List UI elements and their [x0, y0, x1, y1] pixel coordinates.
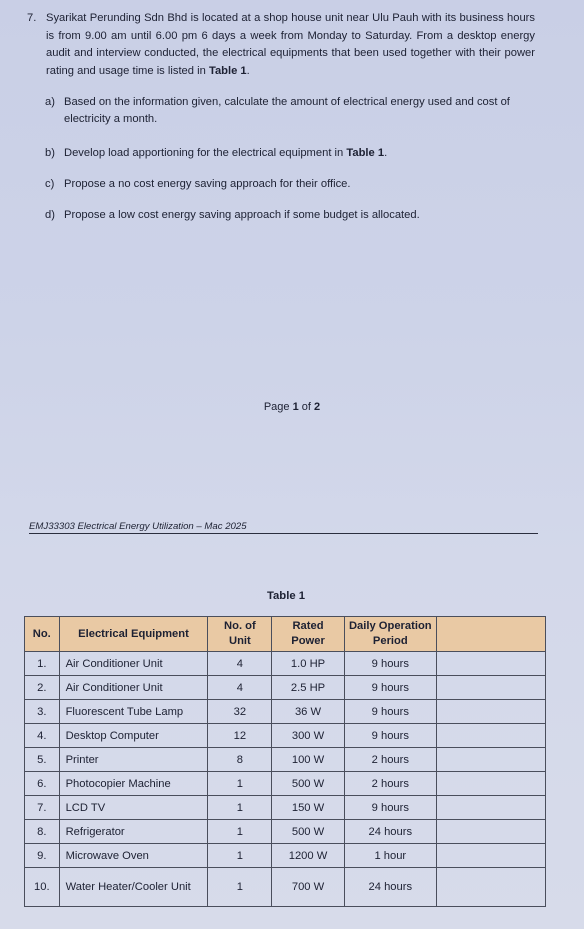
page-number: Page 1 of 2 — [263, 401, 321, 413]
header-power: Rated Power — [272, 617, 344, 652]
row-no: 4. — [25, 724, 60, 748]
table-caption: Table 1 — [266, 590, 306, 602]
row-period: 9 hours — [344, 676, 436, 700]
row-period: 24 hours — [344, 868, 436, 907]
row-period: 1 hour — [344, 844, 436, 868]
row-units: 12 — [208, 724, 272, 748]
row-units: 4 — [208, 676, 272, 700]
table-row — [25, 820, 546, 844]
table-row — [25, 724, 546, 748]
table-header-row — [25, 617, 546, 652]
row-period: 9 hours — [344, 700, 436, 724]
subquestion-label: a) — [45, 96, 55, 108]
row-no: 2. — [25, 676, 60, 700]
row-period: 9 hours — [344, 724, 436, 748]
equipment-table — [24, 616, 546, 907]
row-no: 5. — [25, 748, 60, 772]
row-equipment: Refrigerator — [59, 820, 208, 844]
row-period: 2 hours — [344, 772, 436, 796]
question-number: 7. — [27, 12, 37, 24]
row-blank — [436, 868, 545, 907]
table-row — [25, 700, 546, 724]
row-blank — [436, 844, 545, 868]
row-units: 1 — [208, 796, 272, 820]
subquestion-text: Based on the information given, calculate the amount of electrical energy used and cost of electricity a month. — [64, 96, 510, 125]
table-row — [25, 676, 546, 700]
row-equipment: Air Conditioner Unit — [59, 676, 208, 700]
row-units: 8 — [208, 748, 272, 772]
row-no: 7. — [25, 796, 60, 820]
course-footer: EMJ33303 Electrical Energy Utilization – Mac 2025 — [29, 521, 247, 532]
row-blank — [436, 772, 545, 796]
header-units: No. of Unit — [208, 617, 272, 652]
subquestion-text: Propose a no cost energy saving approach for their office. — [64, 178, 351, 190]
header-blank — [436, 617, 545, 652]
row-equipment: Microwave Oven — [59, 844, 208, 868]
row-no: 3. — [25, 700, 60, 724]
row-units: 32 — [208, 700, 272, 724]
row-power: 700 W — [272, 868, 344, 907]
row-no: 8. — [25, 820, 60, 844]
subquestion-text: Develop load apportioning for the electrical equipment in Table 1. — [64, 147, 388, 159]
subquestion-a — [45, 94, 535, 127]
table-row — [25, 748, 546, 772]
question-text: Syarikat Perunding Sdn Bhd is located at a shop house unit near Ulu Pauh with its business hours is from 9.00 am until 6.00 pm 6 days a week from Monday to Saturday. From a desktop energy audit and interview conducted, the electrical equipments that been used together with their power rating and usage time is listed in Table 1. — [46, 12, 535, 77]
row-blank — [436, 724, 545, 748]
row-no: 9. — [25, 844, 60, 868]
question-7 — [27, 10, 535, 80]
question-body: Syarikat Perunding Sdn Bhd is located at a shop house unit near Ulu Pauh with its business hours is from 9.00 am until 6.00 pm 6 days a week from Monday to Saturday. From a desktop energy audit and interview conducted, the electrical equipments that been used together with their power rating and usage time is listed in — [46, 12, 535, 77]
row-equipment: Water Heater/Cooler Unit — [59, 868, 208, 907]
subquestion-label: d) — [45, 209, 55, 221]
row-power: 1.0 HP — [272, 652, 344, 676]
row-blank — [436, 796, 545, 820]
row-units: 1 — [208, 868, 272, 907]
footer-rule — [29, 533, 538, 534]
row-power: 100 W — [272, 748, 344, 772]
row-blank — [436, 748, 545, 772]
row-period: 24 hours — [344, 820, 436, 844]
subquestion-label: b) — [45, 147, 55, 159]
row-no: 6. — [25, 772, 60, 796]
subquestion-c — [45, 176, 535, 193]
row-units: 1 — [208, 844, 272, 868]
row-equipment: Photocopier Machine — [59, 772, 208, 796]
row-period: 9 hours — [344, 652, 436, 676]
row-units: 4 — [208, 652, 272, 676]
table-reference: Table 1 — [346, 147, 385, 159]
row-power: 150 W — [272, 796, 344, 820]
row-power: 1200 W — [272, 844, 344, 868]
row-units: 1 — [208, 772, 272, 796]
row-power: 500 W — [272, 820, 344, 844]
row-blank — [436, 676, 545, 700]
subquestion-d — [45, 207, 535, 224]
subquestion-b — [45, 145, 535, 162]
row-blank — [436, 700, 545, 724]
row-units: 1 — [208, 820, 272, 844]
row-equipment: Desktop Computer — [59, 724, 208, 748]
row-period: 2 hours — [344, 748, 436, 772]
table-row — [25, 844, 546, 868]
header-equipment: Electrical Equipment — [59, 617, 208, 652]
table-row — [25, 652, 546, 676]
row-equipment: Fluorescent Tube Lamp — [59, 700, 208, 724]
table-row — [25, 796, 546, 820]
row-equipment: Printer — [59, 748, 208, 772]
row-period: 9 hours — [344, 796, 436, 820]
row-blank — [436, 652, 545, 676]
table-row — [25, 868, 546, 907]
row-power: 36 W — [272, 700, 344, 724]
row-power: 300 W — [272, 724, 344, 748]
row-equipment: Air Conditioner Unit — [59, 652, 208, 676]
row-power: 2.5 HP — [272, 676, 344, 700]
table-row — [25, 772, 546, 796]
subquestion-text: Propose a low cost energy saving approach if some budget is allocated. — [64, 209, 420, 221]
header-no: No. — [25, 617, 60, 652]
table-reference: Table 1 — [208, 64, 247, 77]
row-power: 500 W — [272, 772, 344, 796]
row-no: 1. — [25, 652, 60, 676]
row-blank — [436, 820, 545, 844]
subquestion-label: c) — [45, 178, 55, 190]
row-no: 10. — [25, 868, 60, 907]
header-period: Daily Operation Period — [344, 617, 436, 652]
row-equipment: LCD TV — [59, 796, 208, 820]
